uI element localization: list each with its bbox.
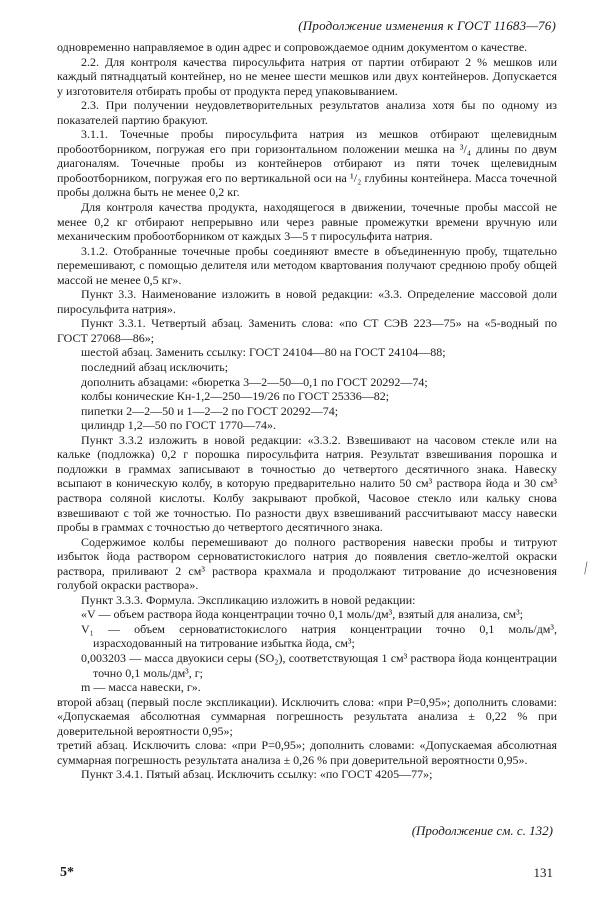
- paragraph: пипетки 2—2—50 и 1—2—2 по ГОСТ 20292—74;: [81, 403, 339, 418]
- page-number: 131: [533, 865, 553, 880]
- paragraph: 3.1.1. Точечные пробы пиросульфита натрия из мешков отбирают щелевидным пробоотборником, погружая его при горизонтальном положении мешка на ³/₄ длины по двум диагоналям. Точечные пробы из контейнеров отбирают из пяти точек щелевидным пробоотборником, погружая его по вертикальной оси на ¹/₂ глубины контейнера. Масса точечной пробы должна быть не менее 0,2 кг.: [57, 127, 557, 200]
- explication-item: 0,003203 — масса двуокиси серы (SO₂), соответствующая 1 см³ раствора йода концентрации точно 0,1 моль/дм³, г;: [81, 650, 557, 680]
- paragraph: колбы конические Кн-1,2—250—19/26 по ГОСТ 25336—82;: [81, 389, 390, 404]
- explication-item: «V — объем раствора йода концентрации точно 0,1 моль/дм³, взятый для анализа, см³;: [81, 607, 524, 622]
- paragraph: третий абзац. Исключить слова: «при P=0,95»; дополнить словами: «Допускаемая абсолютная суммарная погрешность результата анализа ± 0,26 % при доверительной вероятности 0,95».: [57, 738, 557, 767]
- paragraph: Пункт 3.4.1. Пятый абзац. Исключить ссылку: «по ГОСТ 4205—77»;: [81, 767, 433, 782]
- paragraph: шестой абзац. Заменить ссылку: ГОСТ 24104—80 на ГОСТ 24104—88;: [81, 345, 446, 360]
- signature-mark: 5*: [60, 865, 74, 880]
- paragraph: Содержимое колбы перемешивают до полного растворения навески пробы и титруют избыток йода раствором серноватистокислого натрия до появления светло-желтой окраски раствора, приливают 2 см³ раствора крахмала и продолжают титрование до исчезновения голубой окраски раствора».: [57, 534, 557, 593]
- paragraph: Пункт 3.3. Наименование изложить в новой редакции: «3.3. Определение массовой доли пиросульфита натрия».: [57, 287, 557, 316]
- paragraph: Пункт 3.3.2 изложить в новой редакции: «3.3.2. Взвешивают на часовом стекле или на кальке (подложка) 0,2 г порошка пиросульфита натрия. Результат взвешивания порошка и подложки в граммах записывают в точностью до четвертого десятичного знака. Навеску всыпают в коническую колбу, в которую предварительно налито 50 см³ раствора йода и 30 см³ раствора соляной кислоты. Колбу закрывают пробкой, Часовое стекло или кальку снова взвешивают с той же точностью. По разности двух взвешиваний рассчитывают массу навески пробы в граммах с точностью до четвертого десятичного знака.: [57, 432, 557, 535]
- page-header: (Продолжение изменения к ГОСТ 11683—76): [298, 18, 556, 33]
- paragraph: дополнить абзацами: «бюретка 3—2—50—0,1 по ГОСТ 20292—74;: [81, 374, 428, 389]
- paragraph: одновременно направляемое в один адрес и сопровождаемое одним документом о качестве.: [57, 40, 528, 54]
- paragraph: 2.3. При получении неудовлетворительных результатов анализа хотя бы по одному из показателей партию бракуют.: [57, 98, 557, 127]
- paragraph: Пункт 3.3.1. Четвертый абзац. Заменить слова: «по СТ СЭВ 223—75» на «5-водный по ГОСТ 27068—86»;: [57, 316, 557, 345]
- document-body: [57, 40, 557, 782]
- paragraph: последний абзац исключить;: [81, 360, 229, 375]
- paragraph: Для контроля качества продукта, находящегося в движении, точечные пробы массой не менее 0,2 кг отбирают непрерывно или через равные промежутки времени вручную или механическим пробоотборником от каждых 3—5 т пиросульфита натрия.: [57, 200, 557, 244]
- paragraph: 2.2. Для контроля качества пиросульфита натрия от партии отбирают 2 % мешков или каждый пятнадцатый контейнер, но не менее шести мешков или двух контейнеров. Допускается у изготовителя отбирать пробы от продукта перед упаковыванием.: [57, 54, 557, 98]
- paragraph: второй абзац (первый после экспликации). Исключить слова: «при P=0,95»; дополнить словами: «Допускаемая абсолютная суммарная погрешность результата анализа ± 0,22 % при доверительной вероятности 0,95»;: [57, 694, 557, 738]
- paragraph: цилиндр 1,2—50 по ГОСТ 1770—74».: [81, 418, 276, 433]
- margin-mark: ⁄: [581, 560, 591, 577]
- continuation-note: (Продолжение см. с. 132): [411, 823, 553, 838]
- explication-item: V₁ — объем серноватистокислого натрия концентрации точно 0,1 моль/дм³, израсходованный на титрование избытка йода, см³;: [81, 621, 557, 651]
- paragraph: 3.1.2. Отобранные точечные пробы соединяют вместе в объединенную пробу, тщательно перемешивают, с помощью делителя или методом квартования получают среднюю пробу общей массой не менее 0,5 кг».: [57, 243, 557, 287]
- paragraph: Пункт 3.3.3. Формула. Экспликацию изложить в новой редакции:: [81, 592, 416, 607]
- explication-item: m — масса навески, г».: [81, 680, 201, 695]
